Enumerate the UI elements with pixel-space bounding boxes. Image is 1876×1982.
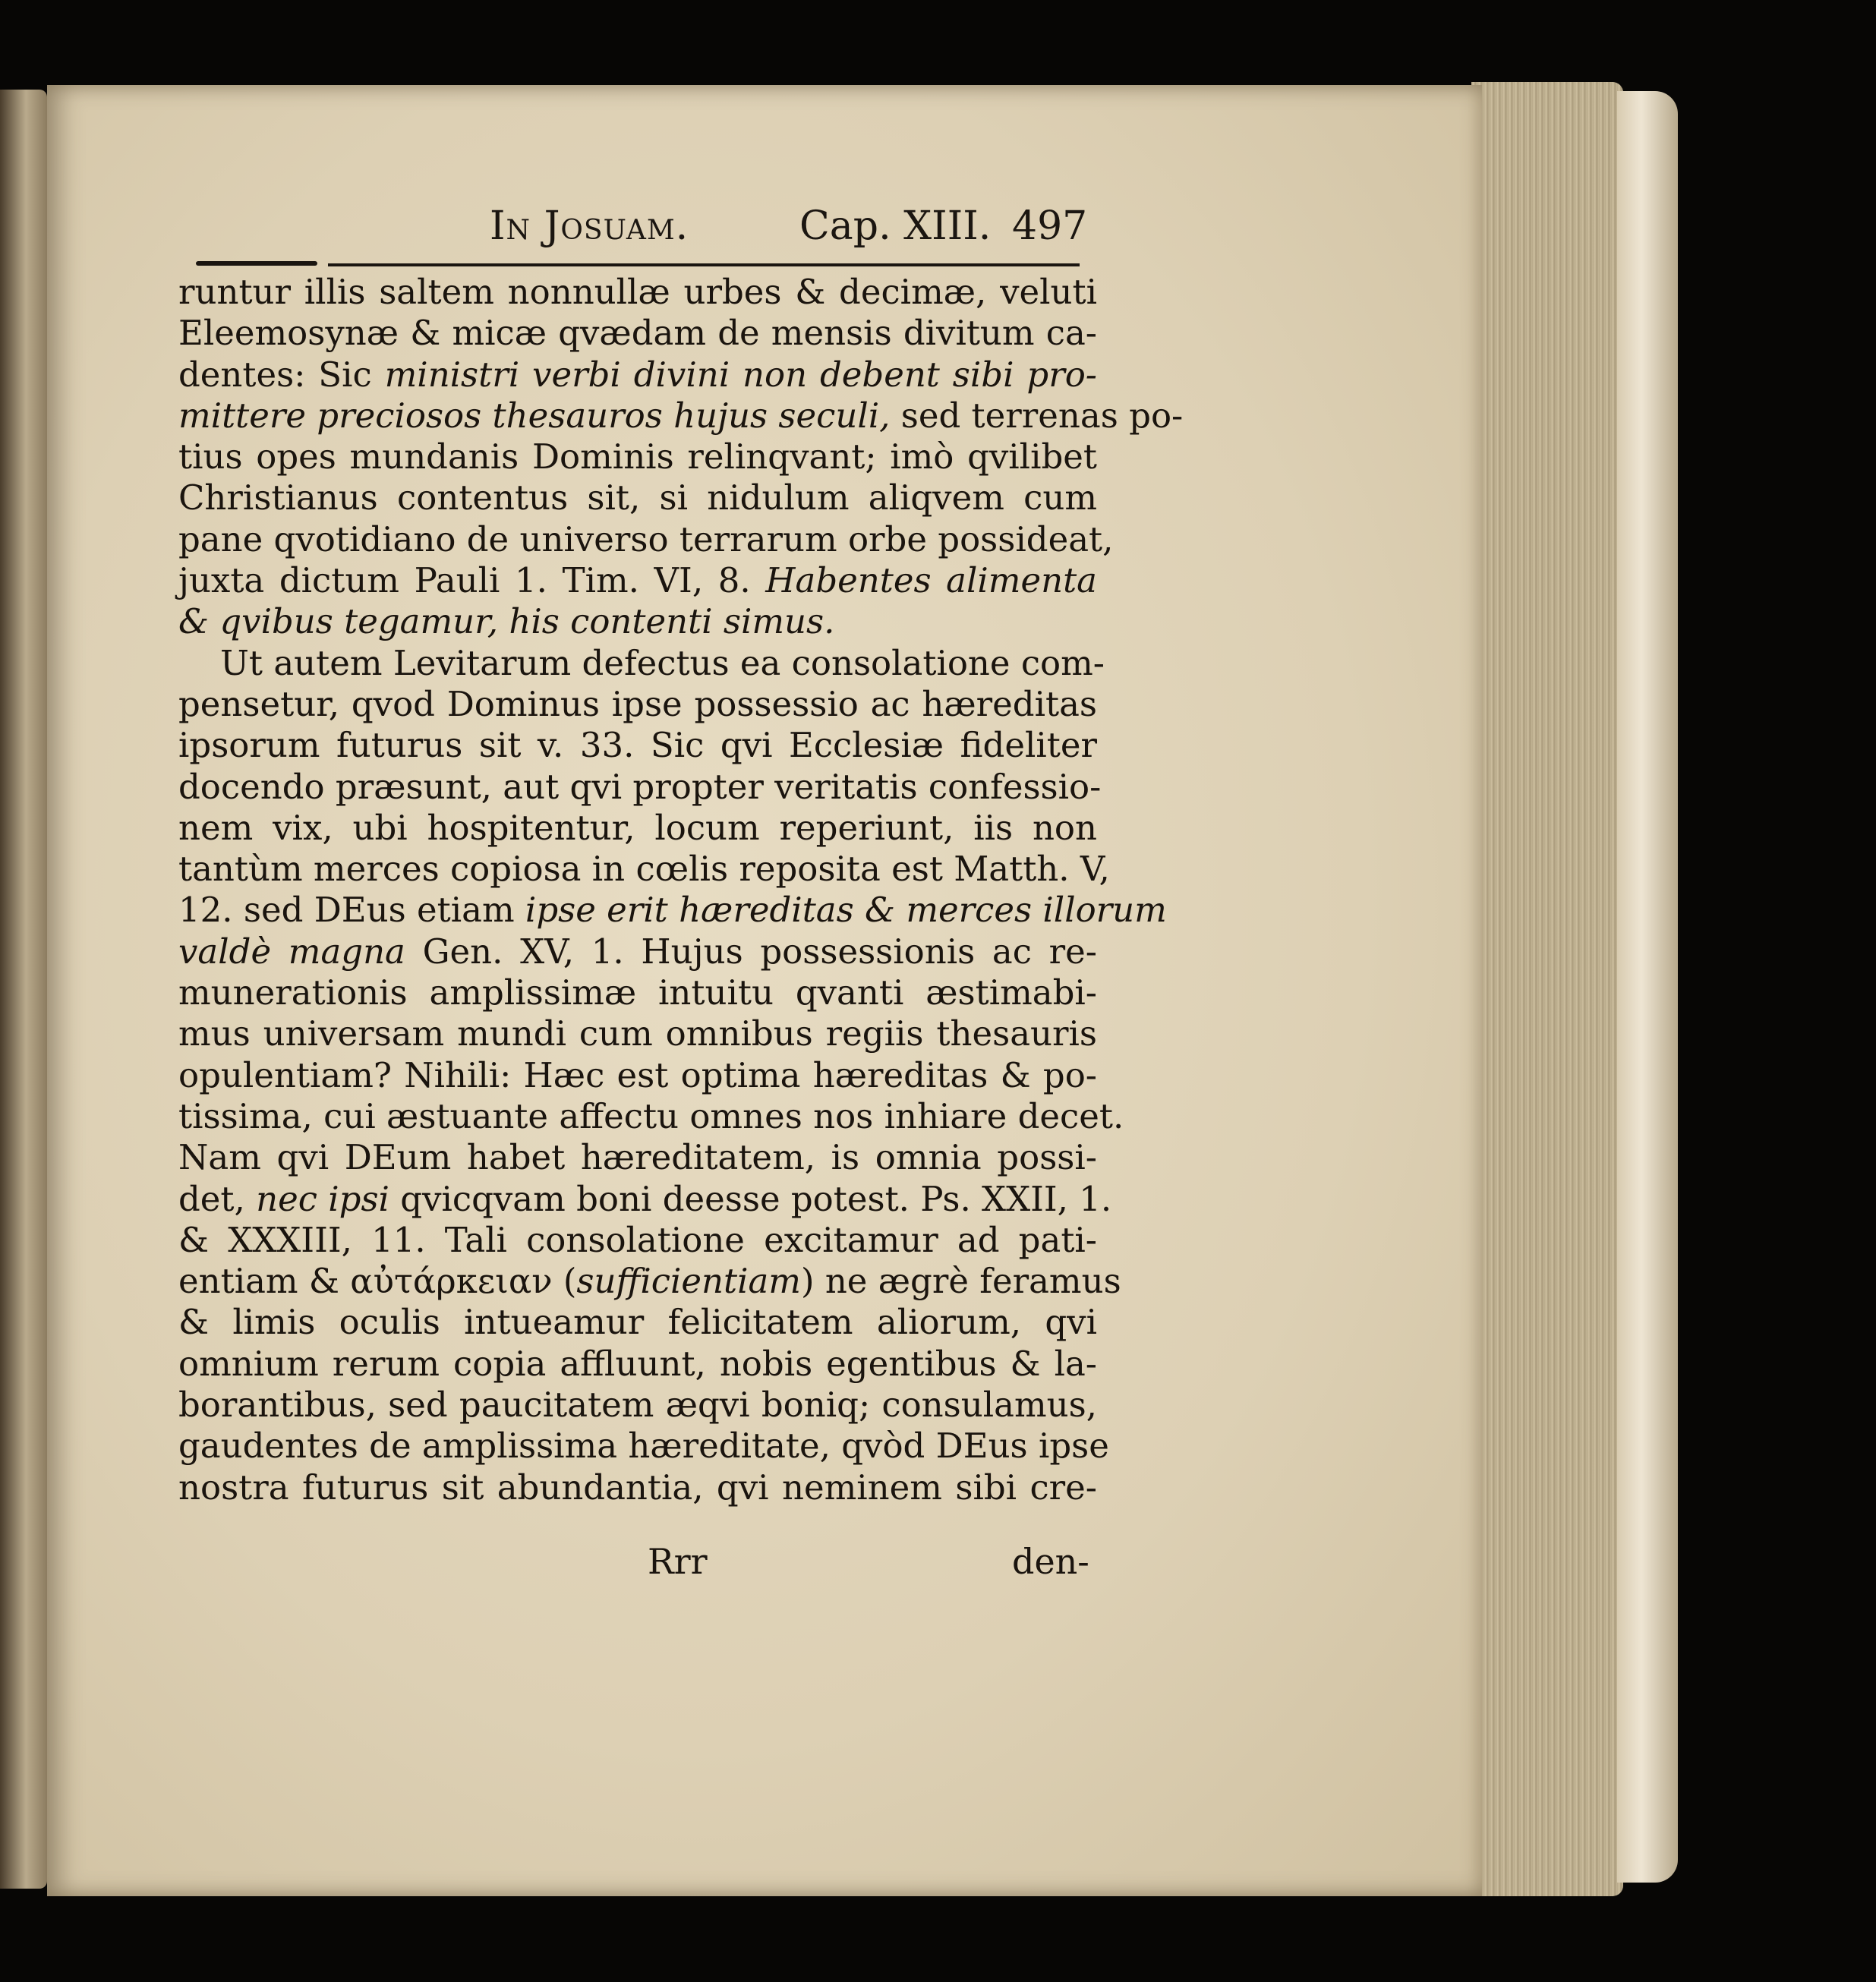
- catchword: den-: [1012, 1541, 1089, 1582]
- line-text: munerationis amplissimæ intuitu qvanti æstimabi-: [178, 972, 1097, 1013]
- line-text: Ut autem Levitarum defectus ea consolatione com-: [220, 642, 1105, 683]
- text-line: [178, 1302, 1097, 1343]
- line-text: dentes: Sic: [178, 354, 385, 395]
- line-text: Eleemosynæ & micæ qvædam de mensis divitum ca-: [178, 313, 1097, 354]
- italic-text: ministri verbi divini non debent sibi pro-: [384, 354, 1097, 395]
- line-text: det,: [178, 1178, 257, 1219]
- text-line: [178, 601, 1097, 642]
- text-line: [178, 313, 1097, 354]
- text-line: [178, 1426, 1109, 1467]
- line-text: borantibus, sed paucitatem æqvi boniq; consulamus,: [178, 1385, 1097, 1426]
- chapter-label: Cap. XIII.: [799, 203, 992, 249]
- text-line: [178, 1385, 1097, 1426]
- line-text: sed terrenas po-: [890, 395, 1184, 436]
- italic-text: valdè magna: [178, 931, 405, 972]
- line-text: juxta dictum Pauli 1. Tim. VI, 8.: [178, 560, 766, 601]
- italic-text: Habentes alimenta: [765, 560, 1097, 601]
- line-text: tissima, cui æstuante affectu omnes nos inhiare decet.: [178, 1095, 1124, 1136]
- book-cover-edge: [1617, 91, 1678, 1883]
- line-text: ipsorum futurus sit v. 33. Sic qvi Ecclesiæ fideliter: [178, 725, 1097, 766]
- text-line: [178, 642, 1105, 684]
- header-rule: [328, 263, 1080, 266]
- text-line: [178, 684, 1097, 725]
- italic-text: nec ipsi: [256, 1178, 389, 1219]
- text-line: [178, 1467, 1097, 1508]
- text-line: [178, 766, 1102, 808]
- line-text: omnium rerum copia affluunt, nobis egentibus & la-: [178, 1343, 1097, 1384]
- line-text: & XXXIII, 11. Tali consolatione excitamur ad pati-: [178, 1219, 1097, 1260]
- text-line: [178, 1178, 1112, 1220]
- line-text: nem vix, ubi hospitentur, locum reperiunt, iis non: [178, 807, 1097, 848]
- text-line: [178, 1261, 1121, 1302]
- facing-page-edge: [0, 90, 47, 1889]
- text-line: [178, 1055, 1097, 1096]
- line-text: nostra futurus sit abundantia, qvi neminem sibi cre-: [178, 1467, 1097, 1508]
- text-line: [178, 477, 1097, 518]
- italic-text: ipse erit hæreditas & merces illorum: [525, 890, 1167, 931]
- line-text: tius opes mundanis Dominis relinqvant; imò qvilibet: [178, 436, 1097, 477]
- text-line: [178, 1095, 1124, 1137]
- body-text: [178, 272, 1184, 1508]
- line-text: pane qvotidiano de universo terrarum orbe possideat,: [178, 518, 1114, 559]
- text-line: [178, 725, 1097, 766]
- line-text: tantùm merces copiosa in cœlis reposita est Matth. V,: [178, 849, 1110, 890]
- page-number: 497: [1012, 203, 1088, 249]
- header-rule-short: [196, 261, 317, 266]
- line-text: 12. sed DEus etiam: [178, 890, 525, 931]
- italic-text: & qvibus tegamur, his contenti simus.: [178, 601, 835, 642]
- italic-text: mittere preciosos thesauros hujus seculi,: [178, 395, 891, 436]
- text-line: [178, 1137, 1097, 1178]
- line-text: Nam qvi DEum habet hæreditatem, is omnia possi-: [178, 1137, 1097, 1178]
- text-line: [178, 354, 1097, 395]
- text-line: [178, 272, 1097, 313]
- text-line: [178, 436, 1097, 477]
- text-line: [178, 1220, 1097, 1261]
- line-text: Christianus contentus sit, si nidulum aliqvem cum: [178, 477, 1097, 518]
- line-text: & limis oculis intueamur felicitatem aliorum, qvi: [178, 1302, 1097, 1343]
- line-text: qvicqvam boni deesse potest. Ps. XXII, 1.: [389, 1178, 1112, 1219]
- line-text: gaudentes de amplissima hæreditate, qvòd DEus ipse: [178, 1426, 1109, 1467]
- text-line: [178, 972, 1097, 1013]
- running-title: In Josuam.: [490, 203, 689, 249]
- text-line: [178, 560, 1097, 601]
- line-text: runtur illis saltem nonnullæ urbes & decimæ, veluti: [178, 272, 1097, 312]
- line-text: mus universam mundi cum omnibus regiis thesauris: [178, 1013, 1097, 1054]
- line-text: opulentiam? Nihili: Hæc est optima hæreditas & po-: [178, 1054, 1097, 1095]
- text-line: [178, 808, 1097, 849]
- text-line: [178, 518, 1114, 560]
- italic-text: sufficientiam: [576, 1261, 801, 1302]
- page-block-edge: [1471, 82, 1623, 1896]
- signature-mark: Rrr: [648, 1541, 708, 1582]
- line-text: pensetur, qvod Dominus ipse possessio ac hæreditas: [178, 683, 1097, 724]
- text-line: [178, 890, 1167, 931]
- line-text: ) ne ægrè feramus: [800, 1261, 1121, 1302]
- text-line: [178, 1344, 1097, 1385]
- line-text: Gen. XV, 1. Hujus possessionis ac re-: [405, 931, 1097, 972]
- line-text: entiam & αὐτάρκειαν (: [178, 1261, 577, 1302]
- text-line: [178, 931, 1097, 972]
- text-line: [178, 395, 1184, 436]
- text-line: [178, 1013, 1097, 1054]
- line-text: docendo præsunt, aut qvi propter veritatis confessio-: [178, 766, 1102, 807]
- text-line: [178, 849, 1110, 890]
